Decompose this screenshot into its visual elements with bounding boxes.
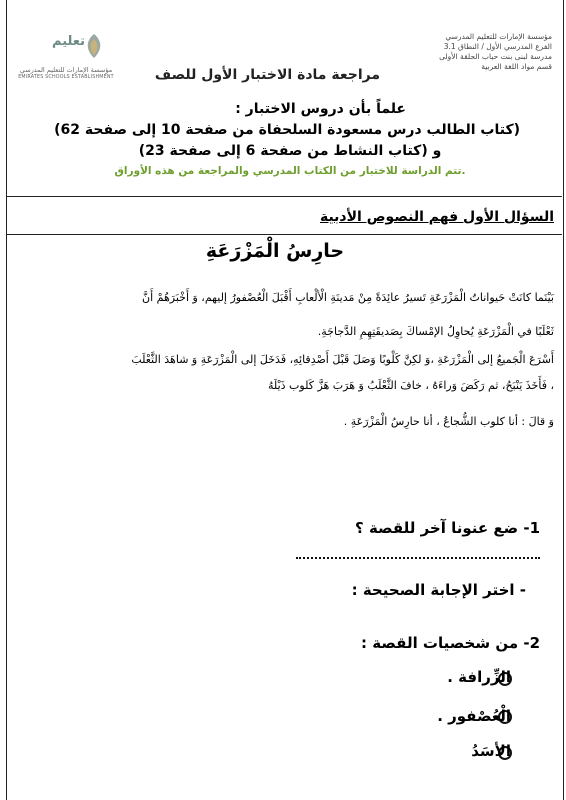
logo-arabic-text: مؤسسة الإمارات للتعليم المدرسي — [19, 66, 113, 74]
logo-mark-icon — [85, 33, 103, 59]
answer-line[interactable] — [296, 557, 540, 559]
page-title: مراجعة مادة الاختبار الأول للصف — [154, 67, 380, 83]
notes-heading: علماً بأن دروس الاختبار : — [235, 101, 406, 117]
school-line: مؤسسة الإمارات للتعليم المدرسي — [445, 32, 552, 41]
logo-english-text: EMIRATES SCHOOLS ESTABLISHMENT — [18, 75, 114, 80]
school-line: الفرع المدرسي الأول / النطاق 3.1 — [443, 42, 552, 51]
option-label: الْعُصْفور . — [437, 707, 511, 725]
section-divider — [6, 196, 562, 197]
school-line: قسم مواد اللغة العربية — [481, 62, 552, 71]
question-characters: 2- من شخصيات القصة : — [361, 634, 540, 652]
option-label: الزِّرافة . — [447, 668, 511, 686]
logo-word: تعليم — [52, 34, 86, 49]
notes-line: و (كتاب النشاط من صفحة 6 إلى صفحة 23) — [138, 143, 442, 159]
section-heading: السؤال الأول فهم النصوص الأدبية — [319, 209, 554, 225]
study-note: .تتم الدراسة للاختبار من الكتاب المدرسي والمراجعة من هذه الأوراق — [114, 165, 466, 177]
option-label: الأسَدُ — [471, 742, 511, 760]
section-divider — [6, 234, 562, 235]
story-line: بَيْنَما كانَتْ حَيواناتُ الْمَزْرَعَةِ تَسيرُ عائِدَةً مِنْ مَدينَةِ الْألْعابِ أَقْبَلَ الْعُصْفورُ إليهم، وَ أَخْبَرَهُمْ أَنَّ — [142, 291, 554, 304]
story-title: حارِسُ الْمَزْرَعَةِ — [205, 240, 345, 262]
story-line: وَ قالَ : أنا كلوب الشُّجاعُ ، أنا حارِسُ الْمَزْرَعَةِ . — [343, 415, 554, 428]
story-line: أَسْرَعَ الْجَميعُ إلى الْمَزْرَعَةِ ،وَ لكِنَّ كَلْوبًا وَصَلَ قَبْلَ أَصْدِقائِهِ، فَدَخَلَ إلى الْمَزْرَعَةِ وَ شاهَدَ الثَّعْلَبَ — [131, 353, 554, 366]
school-line: مدرسة لبنى بنت حباب الحلقة الأولى — [439, 52, 552, 61]
choose-instruction: - اختر الإجابة الصحيحة : — [351, 581, 526, 599]
question-title: 1- ضع عنونا آخر للقصة ؟ — [355, 519, 540, 537]
notes-line: (كتاب الطالب درس مسعودة السلحفاة من صفحة 10 إلى صفحة 62) — [54, 122, 520, 138]
story-line: ثَعْلَبًا في الْمَزْرَعَةِ يُحاوِلُ الإمْساكَ بِصَديقَتِهِمِ الدَّجاجَةِ. — [317, 325, 554, 338]
story-line: ، فَأَخَذَ يَنْبَحُ، ثم رَكَضَ وَراءَهُ ، خافَ الثَّعْلَبُ وَ هَرَبَ هَزَّ كَلوب ذَيْلَهُ — [268, 379, 554, 392]
school-info — [392, 32, 552, 72]
